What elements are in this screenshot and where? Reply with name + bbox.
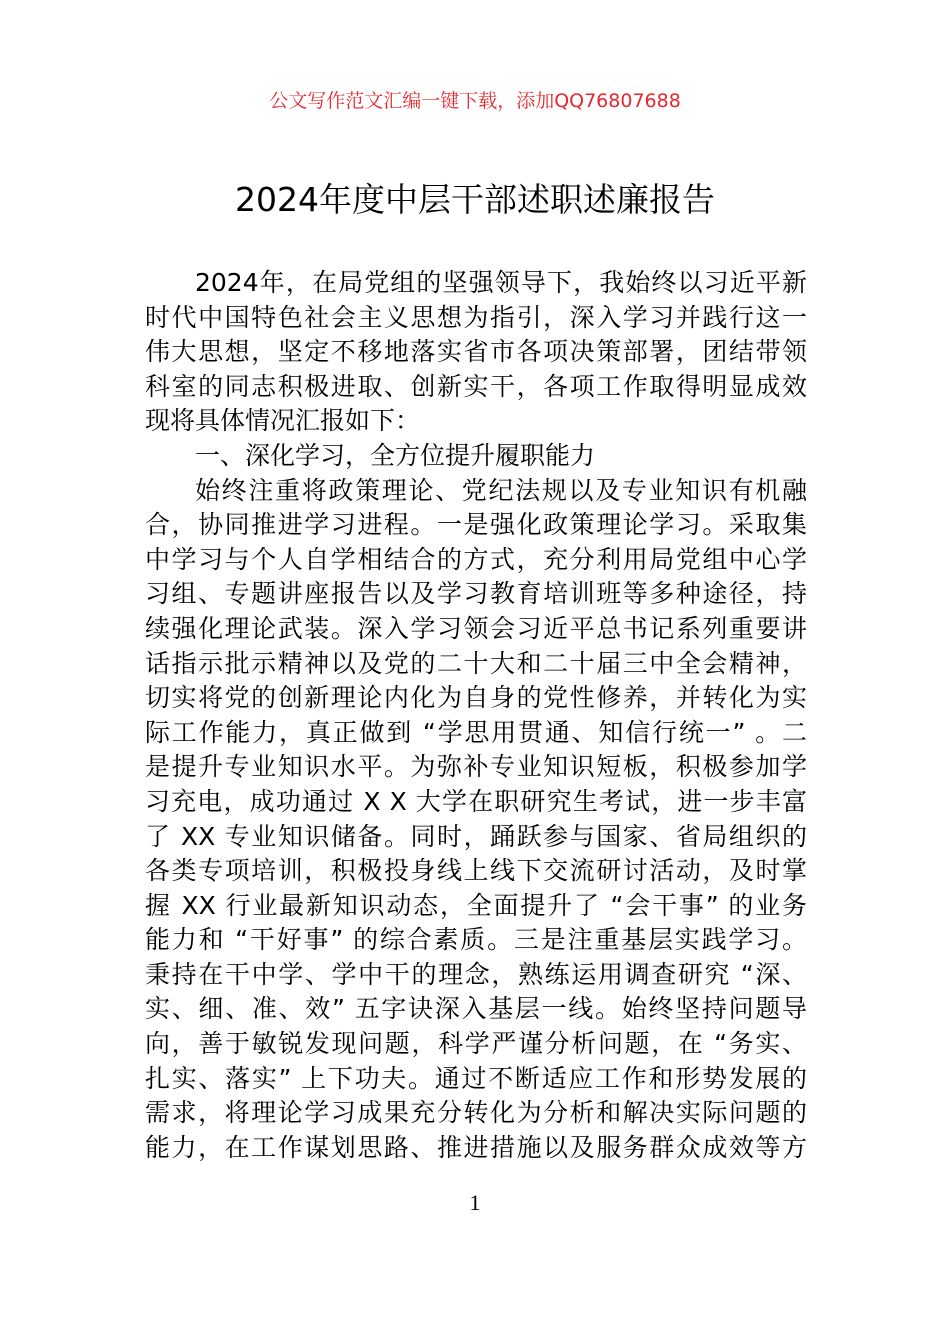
text-line: 一、深化学习，全方位提升履职能力 xyxy=(195,440,596,470)
text-line: 各类专项培训，积极投身线上线下交流研讨活动，及时掌 xyxy=(145,856,807,886)
text-line: 时代中国特色社会主义思想为指引，深入学习并践行这一 xyxy=(145,302,807,332)
text-line: 秉持在干中学、学中干的理念，熟练运用调查研究 “深、 xyxy=(145,959,807,989)
text-line: 能力，在工作谋划思路、推进措施以及服务群众成效等方 xyxy=(145,1132,807,1162)
text-line: 了 XX 专业知识储备。同时，踊跃参与国家、省局组织的 xyxy=(145,821,807,851)
text-line: 现将具体情况汇报如下： xyxy=(145,406,421,436)
text-line: 握 XX 行业最新知识动态，全面提升了 “会干事” 的业务 xyxy=(145,890,807,920)
document-body xyxy=(145,266,807,1165)
text-line: 需求，将理论学习成果充分转化为分析和解决实际问题的 xyxy=(145,1098,807,1128)
text-line: 切实将党的创新理论内化为自身的党性修养，并转化为实 xyxy=(145,683,807,713)
text-line: 2024年，在局党组的坚强领导下，我始终以习近平新 xyxy=(195,268,807,297)
text-line: 向，善于敏锐发现问题，科学严谨分析问题，在 “务实、 xyxy=(145,1029,807,1059)
document-title: 2024年度中层干部述职述廉报告 xyxy=(235,180,715,219)
text-line: 是提升专业知识水平。为弥补专业知识短板，积极参加学 xyxy=(145,752,807,782)
text-line: 伟大思想，坚定不移地落实省市各项决策部署，团结带领 xyxy=(145,337,807,367)
text-line: 始终注重将政策理论、党纪法规以及专业知识有机融 xyxy=(195,475,807,505)
text-line: 习充电，成功通过 X X 大学在职研究生考试，进一步丰富 xyxy=(145,786,807,816)
text-line: 续强化理论武装。深入学习领会习近平总书记系列重要讲 xyxy=(145,613,807,643)
text-line: 习组、专题讲座报告以及学习教育培训班等多种途径，持 xyxy=(145,579,807,609)
page-number: 1 xyxy=(469,1190,481,1215)
text-line: 能力和 “干好事” 的综合素质。三是注重基层实践学习。 xyxy=(145,925,807,955)
text-line: 合，协同推进学习进程。一是强化政策理论学习。采取集 xyxy=(145,510,807,540)
text-line: 中学习与个人自学相结合的方式，充分利用局党组中心学 xyxy=(145,544,807,574)
text-line: 科室的同志积极进取、创新实干，各项工作取得明显成效 xyxy=(145,371,807,401)
text-line: 际工作能力，真正做到 “学思用贯通、知信行统一” 。二 xyxy=(145,717,807,747)
text-line: 扎实、落实” 上下功夫。通过不断适应工作和形势发展的 xyxy=(145,1063,807,1093)
text-line: 实、细、准、效” 五字诀深入基层一线。始终坚持问题导 xyxy=(145,994,807,1024)
text-line: 话指示批示精神以及党的二十大和二十届三中全会精神， xyxy=(145,648,807,678)
download-banner-link[interactable]: 公文写作范文汇编一键下载，添加QQ76807688 xyxy=(269,90,681,112)
